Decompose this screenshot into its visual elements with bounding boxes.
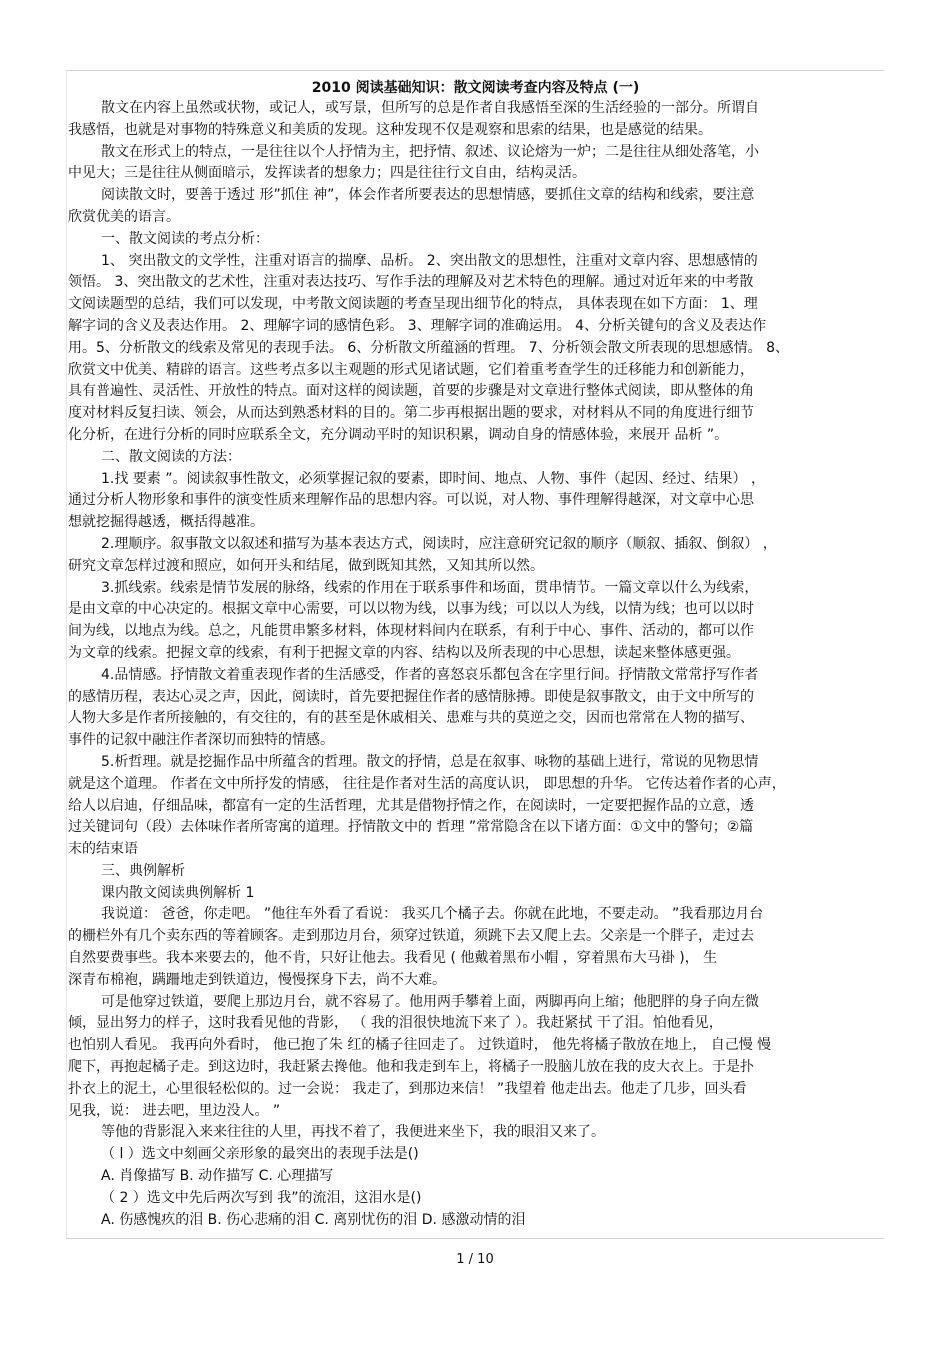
text-line: 通过分析人物形象和事件的演变性质来理解作品的思想内容。可以说，对人物、事件理解得越深，对文章中心思 (68, 492, 754, 509)
text-line: 二、散文阅读的方法： (101, 448, 241, 465)
text-line: 5.析哲理。就是挖掘作品中所蕴含的哲理。散文的抒情，总是在叙事、咏物的基础上进行，常说的见物思情 (101, 753, 759, 770)
text-line: 4.品情感。抒情散文着重表现作者的生活感受，作者的喜怒哀乐都包含在字里行间。抒情散文常常抒写作者 (101, 666, 759, 683)
text-line: A. 伤感愧疚的泪 B. 伤心悲痛的泪 C. 离别忧伤的泪 D. 感激动情的泪 (101, 1211, 526, 1228)
text-line: 欣赏文中优美、精辟的语言。这些考点多以主观题的形式见诸试题，它们着重考查学生的迁移能力和创新能力， (68, 361, 754, 378)
text-line: 可是他穿过铁道，要爬上那边月台，就不容易了。他用两手攀着上面，两脚再向上缩；他肥胖的身子向左微 (101, 993, 759, 1010)
text-line: 用。5、分析散文的线索及常见的表现手法。 6、分析散文所蕴涵的哲理。 7、分析领会散文所表现的思想感情。 8、 (68, 339, 789, 356)
text-line: 等他的背影混入来来往往的人里，再找不着了，我便进来坐下，我的眼泪又来了。 (101, 1124, 605, 1141)
text-line: （ 2 ）选文中先后两次写到 我”的流泪，这泪水是() (101, 1189, 422, 1206)
page-number: 1 / 10 (456, 1252, 494, 1267)
text-line: （ l ）选文中刻画父亲形象的最突出的表现手法是() (101, 1146, 419, 1163)
text-line: 散文在内容上虽然或状物，或记人，或写景，但所写的总是作者自我感悟至深的生活经验的一部分。所谓自 (101, 100, 759, 116)
text-line: A. 肖像描写 B. 动作描写 C. 心理描写 (101, 1168, 334, 1185)
text-line: 1.找 要素 ”。阅读叙事性散文，必须掌握记叙的要素，即时间、地点、人物、事件（起因、经过、结果） ， (101, 470, 765, 487)
text-line: 散文在形式上的特点，一是往往以个人抒情为主，把抒情、叙述、议论熔为一炉；二是往往从细处落笔，小 (101, 143, 759, 160)
document-body (68, 78, 883, 1231)
text-line: 间为线，以地点为线。总之，凡能贯串繁多材料，体现材料间内在联系，有利于中心、事件、活动的，都可以作 (68, 623, 754, 640)
text-line: 文阅读题型的总结，我们可以发现，中考散文阅读题的考查呈现出细节化的特点， 具体表现在如下方面： 1、理 (68, 296, 758, 313)
text-line: 度对材料反复扫读、领会，从而达到熟悉材料的目的。第二步再根据出题的要求，对材料从不同的角度进行细节 (68, 405, 754, 422)
text-line: 欣赏优美的语言。 (68, 208, 180, 225)
text-line: 倾，显出努力的样子，这时我看见他的背影， （ 我的泪很快地流下来了 ）。我赶紧拭 干了泪。怕他看见， (68, 1015, 723, 1032)
text-line: 化分析，在进行分析的同时应联系全文，充分调动平时的知识积累，调动自身的情感体验，来展开 品析 ”。 (68, 426, 729, 443)
text-line: 末的结束语 (68, 841, 138, 858)
margin-line (66, 70, 67, 1238)
text-line: 具有普遍性、灵活性、开放性的特点。面对这样的阅读题，首要的步骤是对文章进行整体式阅读，即从整体的角 (68, 383, 754, 400)
text-line: 研究文章怎样过渡和照应，如何开头和结尾，做到既知其然，又知其所以然。 (68, 557, 544, 574)
text-line: 想就挖掘得越透，概括得越准。 (68, 514, 264, 531)
text-line: 过关键词句（段）去体味作者所寄寓的道理。抒情散文中的 哲理 ”常常隐含在以下诸方面：①文中的警句；②篇 (68, 819, 754, 836)
text-line: 我感悟，也就是对事物的特殊意义和美质的发现。这种发现不仅是观察和思索的结果，也是感觉的结果。 (68, 121, 712, 138)
text-line: 解字词的含义及表达作用。 2、理解字词的感情色彩。 3、理解字词的准确运用。 4、分析关键句的含义及表达作 (68, 317, 767, 334)
text-line: 三、典例解析 (101, 862, 185, 879)
text-line: 也怕别人看见。 我再向外看时， 他已抱了朱 红的橘子往回走了。 过铁道时， 他先将橘子散放在地上， 自己慢 慢 (68, 1037, 772, 1054)
text-line: 深青布棉袍，蹒跚地走到铁道边，慢慢探身下去，尚不大难。 (68, 971, 446, 988)
text-line: 为文章的线索。把握文章的线索，有利于把握文章的内容、结构以及所表现的中心思想，读起来整体感更强。 (68, 644, 740, 661)
text-line: 的栅栏外有几个卖东西的等着顾客。走到那边月台，须穿过铁道，须跳下去又爬上去。父亲是一个胖子，走过去 (68, 928, 754, 945)
text-line: 给人以启迪，仔细品味，都富有一定的生活哲理，尤其是借物抒情之作，在阅读时，一定要把握作品的立意，透 (68, 797, 754, 814)
text-line: 课内散文阅读典例解析 1 (101, 884, 255, 901)
header-rule (66, 70, 884, 71)
text-line: 3.抓线索。线索是情节发展的脉络，线索的作用在于联系事件和场面，贯串情节。一篇文章以什么为线索， (101, 579, 759, 596)
text-line: 事件的记叙中融注作者深切而独特的情感。 (68, 732, 334, 749)
text-line: 阅读散文时，要善于透过 形”抓住 神”，体会作者所要表达的思想情感，要抓住文章的结构和线索，要注意 (101, 187, 755, 204)
text-line: 见我，说： 进去吧，里边没人。 ” (68, 1102, 281, 1119)
text-line: 人物大多是作者所接触的，有交往的，有的甚至是休戚相关、患难与共的莫逆之交，因而也常常在人物的描写、 (68, 710, 754, 727)
text-line: 我说道： 爸爸，你走吧。 ”他往车外看了看说： 我买几个橘子去。你就在此地，不要走动。 ”我看那边月台 (101, 906, 764, 923)
page-title: 2010 阅读基础知识：散文阅读考查内容及特点 (一) (311, 80, 640, 96)
text-line: 是由文章的中心决定的。根据文章中心需要，可以以物为线，以事为线；可以以人为线，以情为线；也可以以时 (68, 601, 754, 618)
text-line: 爬下，再抱起橘子走。到这边时，我赶紧去搀他。他和我走到车上，将橘子一股脑儿放在我的皮大衣上。于是扑 (68, 1059, 754, 1076)
text-line: 就是这个道理。 作者在文中所抒发的情感， 往往是作者对生活的高度认识， 即思想的升华。 它传达着作者的心声， (68, 775, 786, 792)
footer-rule (66, 1238, 884, 1239)
text-line: 1、 突出散文的文学性，注重对语言的揣摩、品析。 2、突出散文的思想性，注重对文章内容、思想感情的 (101, 252, 758, 269)
text-line: 2.理顺序。叙事散文以叙述和描写为基本表达方式，阅读时，应注意研究记叙的顺序（顺叙、插叙、倒叙） ， (101, 535, 777, 552)
text-line: 的感情历程，表达心灵之声，因此，阅读时，首先要把握住作者的感情脉搏。即使是叙事散文，由于文中所写的 (68, 688, 754, 705)
paragraph-lines (68, 98, 883, 1231)
text-line: 自然要费事些。我本来要去的，他不肯，只好让他去。我看见 ( 他戴着黑布小帽 ，穿着黑布大马褂 )， 生 (68, 950, 718, 967)
text-line: 一、散文阅读的考点分析： (101, 230, 269, 247)
text-line: 扑衣上的泥土，心里很轻松似的。过一会说： 我走了，到那边来信！ ”我望着 他走出去。他走了几步，回头看 (68, 1080, 747, 1097)
text-line: 领悟。 3、突出散文的艺术性，注重对表达技巧、写作手法的理解及对艺术特色的理解。通过对近年来的中考散 (68, 274, 754, 291)
text-line: 中见大；三是往往从侧面暗示，发挥读者的想象力；四是往往行文自由，结构灵活。 (68, 165, 586, 182)
